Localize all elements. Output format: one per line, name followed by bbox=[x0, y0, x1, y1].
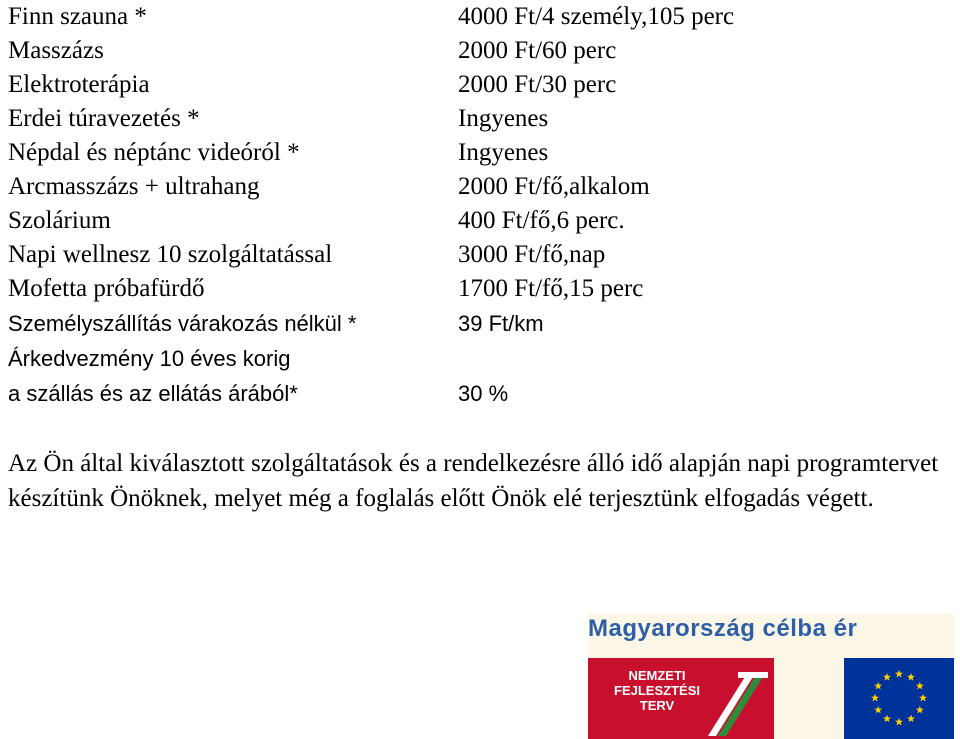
service-price-elektroterapia: 2000 Ft/30 perc bbox=[458, 71, 617, 98]
service-name-erdei-turavezetes: Erdei túravezetés * bbox=[8, 105, 200, 132]
eu-star-icon bbox=[871, 694, 879, 702]
eu-star-icon bbox=[883, 673, 891, 681]
discount-line-2: a szállás és az ellátás árából* bbox=[8, 381, 298, 406]
service-name-szolarium: Szolárium bbox=[8, 207, 111, 234]
eu-stars-icon bbox=[844, 658, 954, 739]
service-price-szolarium: 400 Ft/fő,6 perc. bbox=[458, 207, 625, 234]
service-name-elektroterapia: Elektroterápia bbox=[8, 71, 150, 98]
service-price-szemelyszallitas: 39 Ft/km bbox=[458, 311, 544, 336]
service-name-masszazs: Masszázs bbox=[8, 37, 104, 64]
service-name-nepdal-neptanc: Népdal és néptánc videóról * bbox=[8, 139, 300, 166]
service-price-masszazs: 2000 Ft/60 perc bbox=[458, 37, 617, 64]
service-name-arcmasszazs: Arcmasszázs + ultrahang bbox=[8, 173, 260, 200]
nemzeti-fejlesztesi-terv-badge bbox=[588, 658, 774, 739]
service-price-erdei-turavezetes: Ingyenes bbox=[458, 105, 549, 132]
service-price-mofetta: 1700 Ft/fő,15 perc bbox=[458, 275, 644, 302]
logo-title: Magyarország célba ér bbox=[588, 615, 858, 642]
service-name-finn-szauna: Finn szauna * bbox=[8, 3, 147, 30]
nft-flag-stripes-icon bbox=[588, 658, 774, 739]
service-price-napi-wellnesz: 3000 Ft/fő,nap bbox=[458, 241, 606, 268]
service-price-nepdal-neptanc: Ingyenes bbox=[458, 139, 549, 166]
service-name-mofetta: Mofetta próbafürdő bbox=[8, 275, 205, 302]
eu-star-icon bbox=[916, 682, 924, 690]
nft-line-2: FEJLESZTÉSI bbox=[614, 683, 700, 698]
eu-star-icon bbox=[907, 673, 915, 681]
service-name-napi-wellnesz: Napi wellnesz 10 szolgáltatással bbox=[8, 241, 333, 268]
info-paragraph: Az Ön által kiválasztott szolgáltatások és a rendelkezésre álló idő alapján napi programtervet készítünk Önöknek, melyet még a foglalás előtt Önök elé terjesztünk elfogadás végett. bbox=[8, 450, 939, 512]
eu-star-icon bbox=[907, 715, 915, 723]
service-name-szemelyszallitas: Személyszállítás várakozás nélkül * bbox=[8, 311, 357, 336]
eu-star-icon bbox=[874, 682, 882, 690]
nft-line-3: TERV bbox=[639, 698, 675, 713]
eu-flag-icon bbox=[844, 658, 954, 739]
eu-star-icon bbox=[916, 706, 924, 714]
eu-star-icon bbox=[895, 670, 903, 678]
eu-star-icon bbox=[919, 694, 927, 702]
service-price-finn-szauna: 4000 Ft/4 személy,105 perc bbox=[458, 3, 735, 30]
eu-star-icon bbox=[895, 718, 903, 726]
nft-line-1: NEMZETI bbox=[628, 668, 686, 683]
service-price-arcmasszazs: 2000 Ft/fő,alkalom bbox=[458, 173, 650, 200]
eu-star-icon bbox=[883, 715, 891, 723]
eu-star-icon bbox=[874, 706, 882, 714]
discount-value: 30 % bbox=[458, 381, 509, 406]
discount-line-1: Árkedvezmény 10 éves korig bbox=[8, 346, 291, 371]
magyarorszag-celba-er-logo bbox=[588, 614, 954, 739]
